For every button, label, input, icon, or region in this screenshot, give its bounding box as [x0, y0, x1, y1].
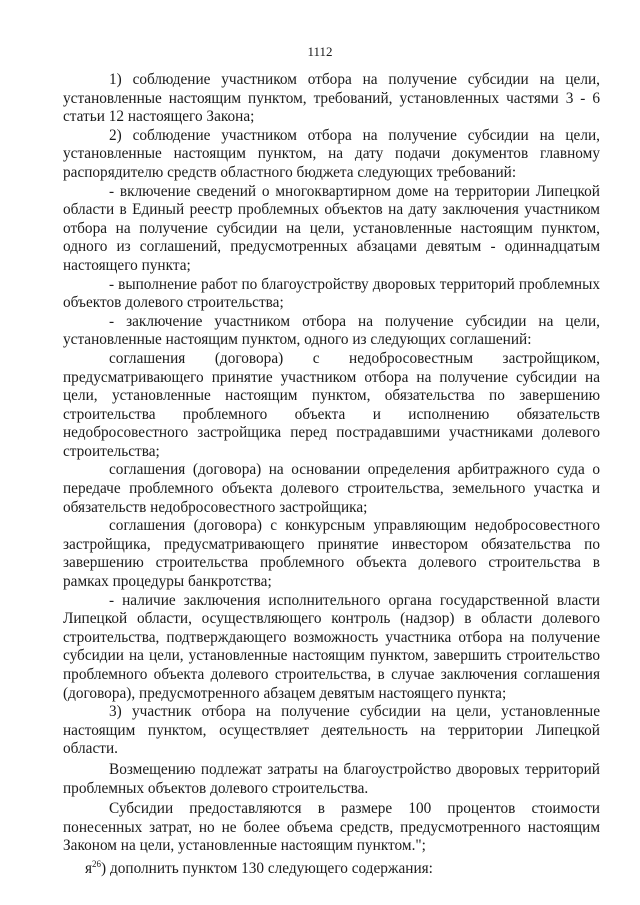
amendment-prefix: я [85, 859, 93, 877]
paragraph-agreement-court: соглашения (договора) на основании определения арбитражного суда о передаче проблемного объекта долевого строительства, земельного участка и обязательств недобросовестного застройщика; [63, 461, 600, 516]
paragraph-agreement-developer: соглашения (договора) с недобросовестным застройщиком, предусматривающего принятие участником отбора на получение субсидии на цели, установленные настоящим пунктом, обязательства по завершению строительства проблемного объекта и исполнению обязательств недобросовестного застройщика перед пострадавшими участниками долевого строительства; [63, 349, 600, 460]
paragraph-item-1: 1) соблюдение участником отбора на получение субсидии на цели, установленные настоящим пунктом, требований, установленных частями 3 - 6 статьи 12 настоящего Закона; [63, 71, 600, 126]
paragraph-requirement-agreement: - заключение участником отбора на получение субсидии на цели, установленные настоящим пунктом, одного из следующих соглашений: [63, 312, 600, 349]
paragraph-subsidy-amount: Субсидии предоставляются в размере 100 процентов стоимости понесенных затрат, но не более объема средств, предусмотренного настоящим Законом на цели, установленные настоящим пунктом."; [63, 800, 600, 855]
paragraph-requirement-works: - выполнение работ по благоустройству дворовых территорий проблемных объектов долевого строительства; [63, 275, 600, 312]
paragraph-reimbursement: Возмещению подлежат затраты на благоустройство дворовых территорий проблемных объектов долевого строительства. [63, 760, 600, 797]
paragraph-item-2: 2) соблюдение участником отбора на получение субсидии на цели, установленные настоящим пунктом, на дату подачи документов главному распорядителю средств областного бюджета следующих требований: [63, 126, 600, 181]
paragraph-requirement-registry: - включение сведений о многоквартирном доме на территории Липецкой области в Единый реестр проблемных объектов на дату заключения участником отбора на получение субсидии на цели, установленные настоящим пунктом, одного из соглашений, предусмотренных абзацами девятым - одиннадцатым настоящего пункта; [63, 182, 600, 274]
document-body [63, 71, 600, 879]
page-number: 1112 [307, 44, 333, 59]
paragraph-requirement-conclusion: - наличие заключения исполнительного органа государственной власти Липецкой области, осуществляющего контроль (надзор) в области долевого строительства, подтверждающего возможность участника отбора на получение субсидии на цели, установленные настоящим пунктом, завершить строительство проблемного объекта долевого строительства, в случае заключения соглашения (договора), предусмотренного абзацем девятым настоящего пункта; [63, 591, 600, 702]
paragraph-amendment [63, 860, 600, 879]
paragraph-item-3: 3) участник отбора на получение субсидии на цели, установленные настоящим пунктом, осуществляет деятельность на территории Липецкой области. [63, 703, 600, 758]
amendment-superscript: 26 [92, 858, 102, 869]
paragraph-agreement-manager: соглашения (договора) с конкурсным управляющим недобросовестного застройщика, предусматривающего принятие инвестором обязательства по завершению строительства проблемного объекта долевого строительства в рамках процедуры банкротства; [63, 517, 600, 591]
amendment-text: ) дополнить пунктом 130 следующего содержания: [101, 859, 433, 877]
